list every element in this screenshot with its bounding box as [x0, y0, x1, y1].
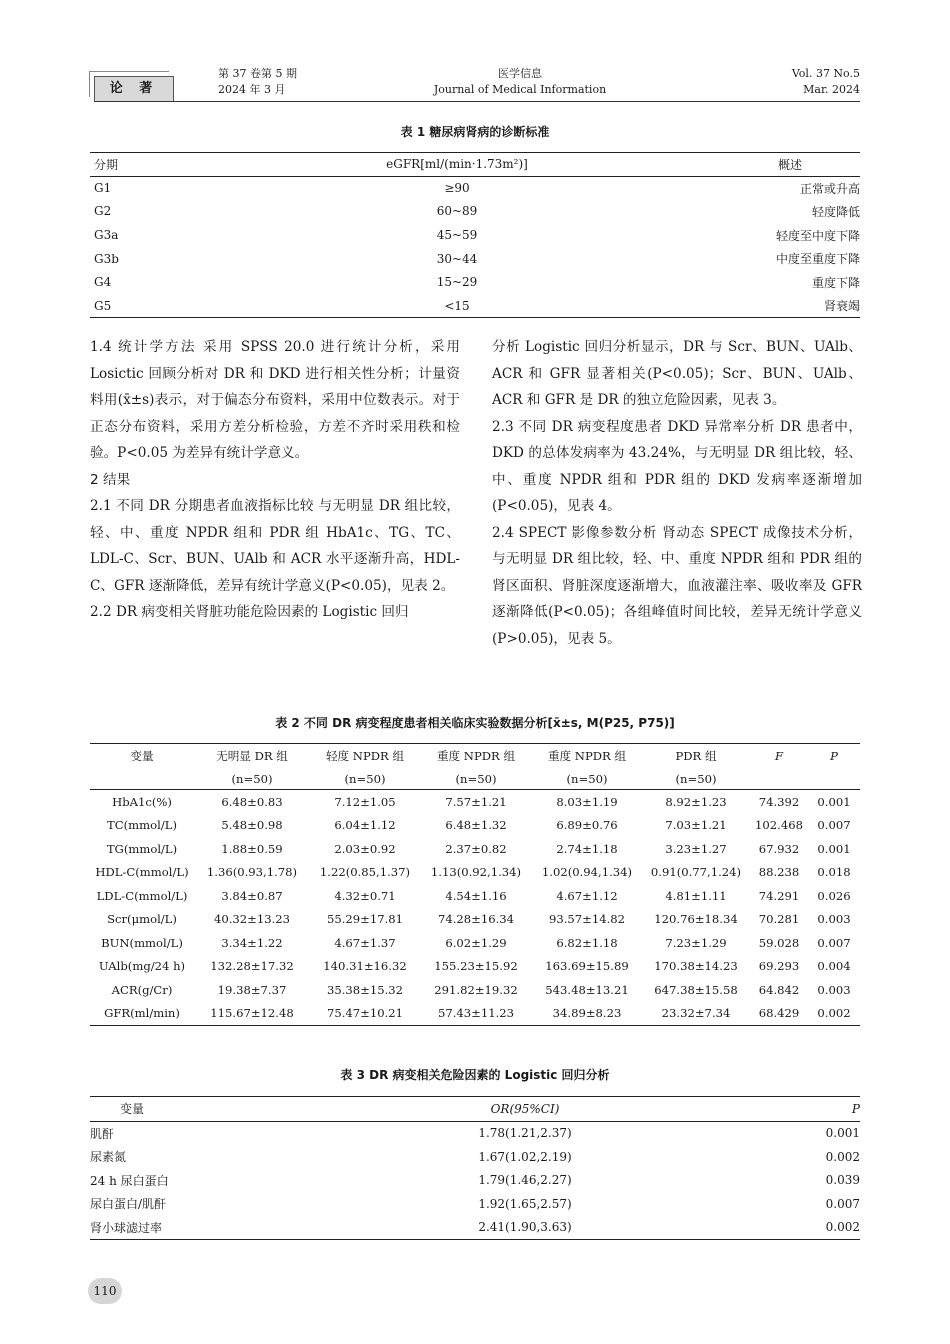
table3-row-cell: 肾小球滤过率 — [90, 1220, 163, 1235]
table2-row-cell: 69.293 — [758, 959, 800, 974]
table2-row-cell: 0.002 — [817, 1006, 851, 1021]
table2-row-cell: 102.468 — [755, 818, 803, 833]
table2-header-cell: F — [774, 749, 784, 763]
section-badge: 论 著 — [94, 76, 174, 102]
table2-row-cell: 6.04±1.12 — [334, 818, 396, 833]
table2-row-cell: 1.02(0.94,1.34) — [541, 865, 633, 880]
table2-row-cell: 34.89±8.23 — [552, 1006, 622, 1021]
table2-row-cell: 543.48±13.21 — [545, 982, 629, 997]
table2-row — [90, 908, 860, 932]
table2-row-cell: 55.29±17.81 — [326, 912, 404, 927]
table1-row-cell: 正常或升高 — [799, 181, 860, 196]
table3-row-cell: 尿白蛋白/肌酐 — [90, 1197, 167, 1212]
table2-row-cell: 7.03±1.21 — [665, 818, 727, 833]
table1-row — [90, 294, 860, 318]
table3-header-p: P — [851, 1101, 860, 1116]
table2-header-cell: 轻度 NPDR 组 — [325, 749, 405, 763]
table2-row-cell: 155.23±15.92 — [434, 959, 518, 974]
table1-row-cell: 60~89 — [436, 204, 478, 219]
para-2-4: 2.4 SPECT 影像参数分析 肾动态 SPECT 成像技术分析，与无明显 DR 组比较，轻、中、重度 NPDR 组和 PDR 组的肾区面积、肾脏深度逐渐增大，血液灌注率、吸收率及 GFR 逐渐降低(P<0.05)；各组峰值时间比较，差异无统计学意义(P>0.05)，见表 5。 — [492, 524, 862, 647]
table2-row-cell: 59.028 — [758, 935, 800, 950]
table2-row-cell: 4.67±1.37 — [334, 935, 396, 950]
table2-row-cell: 67.932 — [758, 841, 800, 856]
table2-row-cell: 6.48±0.83 — [221, 794, 283, 809]
table3-header-or: OR(95%CI) — [490, 1101, 560, 1116]
table1-row — [90, 200, 860, 224]
table2-row-cell: 170.38±14.23 — [654, 959, 738, 974]
table2-row-cell: 8.92±1.23 — [665, 794, 727, 809]
table1-row-cell: G5 — [94, 298, 112, 313]
table2-row-cell: 35.38±15.32 — [326, 982, 404, 997]
table2-row-cell: 6.48±1.32 — [445, 818, 507, 833]
table3 — [90, 1096, 860, 1240]
table2-row-cell: Scr(μmol/L) — [107, 912, 177, 927]
table1-row-cell: 重度下降 — [811, 275, 860, 290]
table2-header-cell: PDR 组 — [675, 749, 717, 763]
table2-row — [90, 861, 860, 885]
table2-row-cell: TC(mmol/L) — [107, 818, 177, 833]
table2-row-cell: 93.57±14.82 — [548, 912, 626, 927]
table2-row-cell: LDL-C(mmol/L) — [96, 888, 188, 903]
table2-subheader-cell — [750, 768, 808, 790]
journal-name-en: Journal of Medical Information — [433, 83, 607, 96]
table2-row-cell: 0.007 — [817, 935, 851, 950]
table2-subheader-cell: (n=50) — [675, 771, 717, 786]
table2-row-cell: 140.31±16.32 — [323, 959, 407, 974]
page-number: 110 — [88, 1278, 122, 1304]
table3-row-cell: 1.92(1.65,2.57) — [478, 1196, 572, 1211]
table2-row — [90, 814, 860, 838]
table3-row-cell: 24 h 尿白蛋白 — [90, 1173, 169, 1188]
table2-row-cell: 0.018 — [817, 865, 851, 880]
table2-row-cell: 4.54±1.16 — [445, 888, 507, 903]
table3-row-cell: 0.039 — [825, 1173, 860, 1188]
table1-header-stage: 分期 — [94, 157, 119, 172]
table2-title: 表 2 不同 DR 病变程度患者相关临床实验数据分析[x̄±s, M(P25, P75)] — [275, 716, 675, 730]
table2-header-cell: 重度 NPDR 组 — [436, 749, 516, 763]
table2-row-cell: 2.74±1.18 — [556, 841, 618, 856]
table2-row-cell: 4.32±0.71 — [334, 888, 396, 903]
table2-row-cell: 57.43±11.23 — [437, 1006, 515, 1021]
table2-row-cell: 132.28±17.32 — [210, 959, 294, 974]
table2-row-cell: UAlb(mg/24 h) — [98, 959, 186, 974]
table1-row — [90, 176, 860, 200]
table2-row-cell: 68.429 — [758, 1006, 800, 1021]
table3-row-cell: 0.002 — [825, 1149, 860, 1164]
table3-row-cell: 1.78(1.21,2.37) — [478, 1126, 572, 1141]
volume-en: Vol. 37 No.5 — [791, 67, 860, 80]
para-2-2-cont: 分析 Logistic 回归分析显示，DR 与 Scr、BUN、UAlb、ACR 和 GFR 显著相关(P<0.05)；Scr、BUN、UAlb、ACR 和 GFR 是 DR 的独立危险因素，见表 3。 — [492, 339, 862, 408]
table2-row-cell: 291.82±19.32 — [434, 982, 518, 997]
table2-header-cell: 重度 NPDR 组 — [547, 749, 627, 763]
issue-info-en — [700, 66, 860, 98]
issue-info-cn — [218, 66, 297, 98]
table2-row-cell: 6.82±1.18 — [556, 935, 618, 950]
section-2-heading: 2 结果 — [90, 471, 131, 488]
table2-row-cell: 64.842 — [758, 982, 800, 997]
table2-row-cell: 1.36(0.93,1.78) — [206, 865, 298, 880]
table1-row-cell: <15 — [444, 298, 470, 313]
table2-row-cell: 4.81±1.11 — [665, 888, 727, 903]
table2-subheader-cell: (n=50) — [231, 771, 273, 786]
table3-row-cell: 1.79(1.46,2.27) — [478, 1173, 572, 1188]
table2-row-cell: 1.22(0.85,1.37) — [319, 865, 411, 880]
table2-row-cell: GFR(ml/min) — [104, 1006, 180, 1021]
table3-row-cell: 肌酐 — [90, 1126, 115, 1141]
table1-row — [90, 247, 860, 271]
table2-row-cell: 74.291 — [758, 888, 800, 903]
table2-row-cell: 1.88±0.59 — [221, 841, 283, 856]
volume-cn: 第 37 卷第 5 期 — [218, 67, 297, 80]
table2-row-cell: 2.03±0.92 — [334, 841, 396, 856]
table3-row — [90, 1192, 860, 1216]
table1-row-cell: G3b — [94, 251, 119, 266]
table2-row-cell: 7.23±1.29 — [665, 935, 727, 950]
table2-row-cell: 0.001 — [817, 794, 851, 809]
table2-row-cell: 0.91(0.77,1.24) — [650, 865, 742, 880]
table2-row-cell: 74.392 — [758, 794, 800, 809]
table2-row — [90, 978, 860, 1002]
header-rule — [94, 101, 860, 102]
table3-row-cell: 0.007 — [825, 1196, 860, 1211]
table2-header-row — [90, 744, 860, 769]
table2-row-cell: 2.37±0.82 — [445, 841, 507, 856]
table2-row — [90, 884, 860, 908]
table2-row-cell: 115.67±12.48 — [210, 1006, 294, 1021]
table3-row-cell: 1.67(1.02,2.19) — [478, 1149, 572, 1164]
table2-row-cell: 75.47±10.21 — [326, 1006, 404, 1021]
table2-header-cell: P — [830, 749, 838, 763]
table2-row-cell: 5.48±0.98 — [221, 818, 283, 833]
table1-row-cell: 轻度降低 — [811, 204, 860, 219]
table3-header-row — [90, 1097, 860, 1122]
table2-row-cell: 6.89±0.76 — [556, 818, 618, 833]
table2-row-cell: HbA1c(%) — [112, 794, 172, 809]
para-2-3: 2.3 不同 DR 病变程度患者 DKD 异常率分析 DR 患者中，DKD 的总体发病率为 43.24%，与无明显 DR 组比较，轻、中、重度 NPDR 组和 PDR 组的 DKD 发病率逐渐增加(P<0.05)，见表 4。 — [492, 418, 862, 514]
table1-row-cell: G1 — [94, 181, 112, 196]
table1-row-cell: 中度至重度下降 — [775, 252, 860, 267]
table1-row — [90, 270, 860, 294]
table1-row-cell: G4 — [94, 275, 112, 290]
table2-subheader-cell — [90, 768, 194, 790]
table3-row — [90, 1216, 860, 1240]
table1-row-cell: 轻度至中度下降 — [775, 228, 860, 243]
table2-row-cell: 88.238 — [758, 865, 800, 880]
table2-row-cell: 23.32±7.34 — [661, 1006, 731, 1021]
table2-subheader-cell: (n=50) — [344, 771, 386, 786]
table2-row-cell: 647.38±15.58 — [654, 982, 738, 997]
table1-row-cell: 30~44 — [436, 251, 478, 266]
table2-row-cell: TG(mmol/L) — [106, 841, 178, 856]
table3-title: 表 3 DR 病变相关危险因素的 Logistic 回归分析 — [340, 1068, 610, 1082]
table2-header-cell: 无明显 DR 组 — [216, 749, 288, 763]
table2-row-cell: 4.67±1.12 — [556, 888, 618, 903]
body-right-column — [492, 334, 862, 652]
table1 — [90, 152, 860, 318]
table2-row — [90, 837, 860, 861]
table1-row-cell: G2 — [94, 204, 112, 219]
table3-row — [90, 1121, 860, 1145]
table2-row-cell: 0.007 — [817, 818, 851, 833]
para-1-4: 1.4 统计学方法 采用 SPSS 20.0 进行统计分析，采用 Losictic 回顾分析对 DR 和 DKD 进行相关性分析；计量资料用(x̄±s)表示，对于偏态分布资料，采用中位数表示。对于正态分布资料，采用方差分析检验，方差不齐时采用秩和检验。P<0.05 为差异有统计学意义。 — [90, 339, 460, 461]
table2-subheader-cell: (n=50) — [455, 771, 497, 786]
table2-row-cell: 8.03±1.19 — [556, 794, 618, 809]
date-en: Mar. 2024 — [803, 83, 860, 96]
table2-row — [90, 790, 860, 814]
table2-row-cell: 0.003 — [817, 982, 851, 997]
table1-row — [90, 223, 860, 247]
table2-row-cell: ACR(g/Cr) — [111, 982, 173, 997]
table2 — [90, 743, 860, 1026]
table3-row — [90, 1169, 860, 1193]
table2-row-cell: 74.28±16.34 — [437, 912, 515, 927]
table1-header-egfr: eGFR[ml/(min·1.73m²)] — [386, 157, 528, 172]
table3-header-variable: 变量 — [120, 1102, 145, 1117]
para-2-2-start: 2.2 DR 病变相关肾脏功能危险因素的 Logistic 回归 — [90, 604, 409, 620]
table2-row-cell: 3.34±1.22 — [221, 935, 283, 950]
table2-row-cell: 0.003 — [817, 912, 851, 927]
table3-row-cell: 尿素氮 — [90, 1150, 127, 1165]
journal-name — [420, 66, 620, 98]
table1-row-cell: 肾衰竭 — [823, 299, 860, 314]
table2-row — [90, 931, 860, 955]
table2-row-cell: 6.02±1.29 — [445, 935, 507, 950]
journal-name-cn: 医学信息 — [498, 67, 542, 80]
para-2-1: 2.1 不同 DR 分期患者血液指标比较 与无明显 DR 组比较，轻、中、重度 NPDR 组和 PDR 组 HbA1c、TG、TC、LDL-C、Scr、BUN、UAlb 和 ACR 水平逐渐升高，HDL-C、GFR 逐渐降低，差异有统计学意义(P<0.05)，见表 2。 — [90, 498, 460, 594]
table2-subheader-cell: (n=50) — [566, 771, 608, 786]
table2-row-cell: 120.76±18.34 — [654, 912, 738, 927]
date-cn: 2024 年 3 月 — [218, 83, 286, 96]
table3-row-cell: 0.002 — [825, 1220, 860, 1235]
table2-row-cell: 3.23±1.27 — [665, 841, 727, 856]
table2-row-cell: BUN(mmol/L) — [101, 935, 183, 950]
table2-row-cell: 70.281 — [758, 912, 800, 927]
table2-subheader-row — [90, 768, 860, 790]
table3-row — [90, 1145, 860, 1169]
table1-row-cell: G3a — [94, 228, 119, 243]
table2-row-cell: 163.69±15.89 — [545, 959, 629, 974]
table1-header-desc: 概述 — [777, 157, 802, 172]
table2-row-cell: 0.001 — [817, 841, 851, 856]
body-left-column — [90, 334, 460, 626]
table2-header-cell: 变量 — [130, 749, 154, 763]
table2-row-cell: 1.13(0.92,1.34) — [430, 865, 522, 880]
table2-row-cell: 40.32±13.23 — [213, 912, 291, 927]
table1-row-cell: ≥90 — [444, 181, 470, 196]
table2-row-cell: 0.026 — [817, 888, 851, 903]
table2-subheader-cell — [808, 768, 860, 790]
table3-row-cell: 2.41(1.90,3.63) — [478, 1220, 572, 1235]
table1-row-cell: 45~59 — [436, 228, 478, 243]
table2-row — [90, 955, 860, 979]
table2-row-cell: 7.57±1.21 — [445, 794, 507, 809]
table1-title: 表 1 糖尿病肾病的诊断标准 — [400, 125, 550, 139]
table1-header-row — [90, 153, 860, 177]
table2-row-cell: 3.84±0.87 — [221, 888, 283, 903]
table3-row-cell: 0.001 — [825, 1126, 860, 1141]
table1-row-cell: 15~29 — [436, 275, 478, 290]
table2-row-cell: 7.12±1.05 — [334, 794, 396, 809]
table2-row-cell: 19.38±7.37 — [217, 982, 287, 997]
table2-row-cell: 0.004 — [817, 959, 851, 974]
table2-row — [90, 1002, 860, 1026]
table2-row-cell: HDL-C(mmol/L) — [95, 865, 189, 880]
